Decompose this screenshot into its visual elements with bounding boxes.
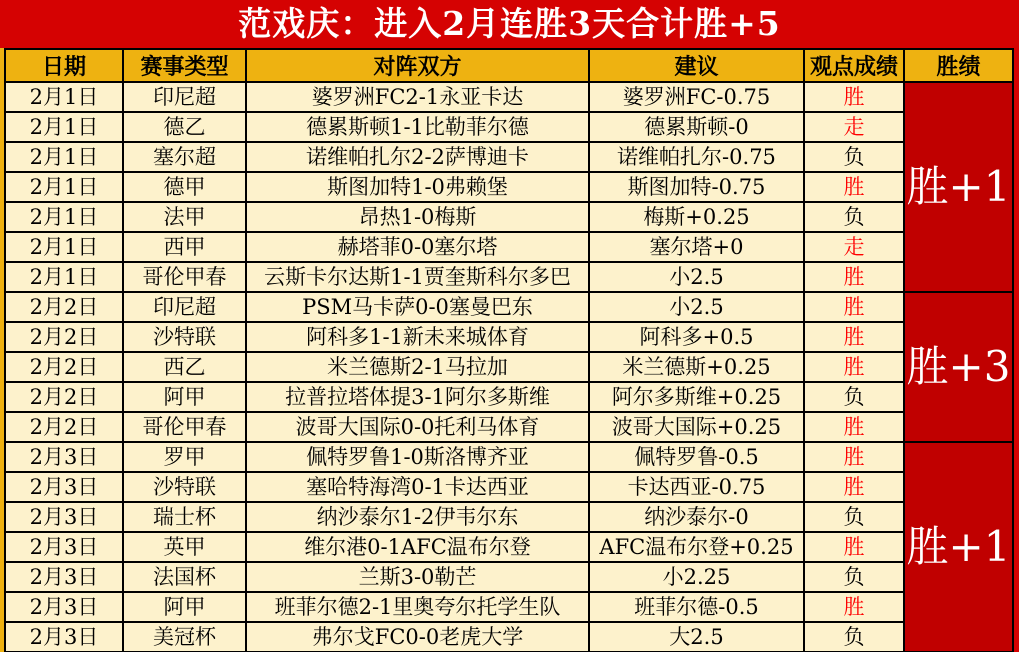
league-cell: 瑞士杯 xyxy=(123,502,246,532)
date-cell: 2月1日 xyxy=(5,82,123,112)
streak-cell: 胜+3 xyxy=(904,292,1013,442)
col-header-streak: 胜绩 xyxy=(904,49,1013,82)
table-row xyxy=(5,262,1013,292)
match-cell: 波哥大国际0-0托利马体育 xyxy=(246,412,589,442)
league-cell: 塞尔超 xyxy=(123,142,246,172)
result-cell: 胜 xyxy=(804,322,904,352)
match-cell: 塞哈特海湾0-1卡达西亚 xyxy=(246,472,589,502)
date-cell: 2月2日 xyxy=(5,382,123,412)
table-row xyxy=(5,322,1013,352)
match-cell: 米兰德斯2-1马拉加 xyxy=(246,352,589,382)
match-cell: 维尔港0-1AFC温布尔登 xyxy=(246,532,589,562)
tip-cell: 班菲尔德-0.5 xyxy=(589,592,804,622)
table-row xyxy=(5,472,1013,502)
date-cell: 2月3日 xyxy=(5,502,123,532)
match-cell: 班菲尔德2-1里奥夸尔托学生队 xyxy=(246,592,589,622)
result-cell: 负 xyxy=(804,382,904,412)
result-cell: 胜 xyxy=(804,172,904,202)
league-cell: 哥伦甲春 xyxy=(123,412,246,442)
col-header-date: 日期 xyxy=(5,49,123,82)
match-cell: 兰斯3-0勒芒 xyxy=(246,562,589,592)
date-cell: 2月1日 xyxy=(5,142,123,172)
result-cell: 走 xyxy=(804,112,904,142)
table-row xyxy=(5,532,1013,562)
streak-cell: 胜+1 xyxy=(904,82,1013,292)
date-cell: 2月1日 xyxy=(5,112,123,142)
tip-cell: 斯图加特-0.75 xyxy=(589,172,804,202)
match-cell: 佩特罗鲁1-0斯洛博齐亚 xyxy=(246,442,589,472)
date-cell: 2月1日 xyxy=(5,232,123,262)
result-cell: 负 xyxy=(804,142,904,172)
date-cell: 2月2日 xyxy=(5,352,123,382)
league-cell: 沙特联 xyxy=(123,472,246,502)
table-row xyxy=(5,82,1013,112)
table-row xyxy=(5,382,1013,412)
result-cell: 胜 xyxy=(804,592,904,622)
tip-cell: AFC温布尔登+0.25 xyxy=(589,532,804,562)
tip-cell: 阿尔多斯维+0.25 xyxy=(589,382,804,412)
result-cell: 负 xyxy=(804,622,904,652)
match-cell: 斯图加特1-0弗赖堡 xyxy=(246,172,589,202)
date-cell: 2月2日 xyxy=(5,322,123,352)
league-cell: 印尼超 xyxy=(123,292,246,322)
table-row xyxy=(5,112,1013,142)
league-cell: 德乙 xyxy=(123,112,246,142)
table-row xyxy=(5,172,1013,202)
league-cell: 德甲 xyxy=(123,172,246,202)
league-cell: 西甲 xyxy=(123,232,246,262)
league-cell: 英甲 xyxy=(123,532,246,562)
league-cell: 西乙 xyxy=(123,352,246,382)
table-row xyxy=(5,442,1013,472)
league-cell: 法国杯 xyxy=(123,562,246,592)
tip-cell: 小2.5 xyxy=(589,262,804,292)
table-row xyxy=(5,502,1013,532)
col-header-tip: 建议 xyxy=(589,49,804,82)
match-cell: 诺维帕扎尔2-2萨博迪卡 xyxy=(246,142,589,172)
result-cell: 走 xyxy=(804,232,904,262)
date-cell: 2月3日 xyxy=(5,472,123,502)
date-cell: 2月3日 xyxy=(5,532,123,562)
league-cell: 法甲 xyxy=(123,202,246,232)
table-row xyxy=(5,622,1013,652)
result-cell: 胜 xyxy=(804,262,904,292)
date-cell: 2月3日 xyxy=(5,442,123,472)
table-row xyxy=(5,202,1013,232)
col-header-result: 观点成绩 xyxy=(804,49,904,82)
tip-cell: 梅斯+0.25 xyxy=(589,202,804,232)
right-red-stripe xyxy=(1014,48,1019,652)
date-cell: 2月1日 xyxy=(5,172,123,202)
tip-cell: 小2.25 xyxy=(589,562,804,592)
result-cell: 胜 xyxy=(804,532,904,562)
tip-cell: 米兰德斯+0.25 xyxy=(589,352,804,382)
date-cell: 2月3日 xyxy=(5,622,123,652)
league-cell: 印尼超 xyxy=(123,82,246,112)
match-cell: 阿科多1-1新未来城体育 xyxy=(246,322,589,352)
result-cell: 负 xyxy=(804,562,904,592)
result-cell: 胜 xyxy=(804,352,904,382)
table-row xyxy=(5,142,1013,172)
tip-cell: 波哥大国际+0.25 xyxy=(589,412,804,442)
match-cell: 云斯卡尔达斯1-1贾奎斯科尔多巴 xyxy=(246,262,589,292)
tip-cell: 德累斯顿-0 xyxy=(589,112,804,142)
table-row xyxy=(5,562,1013,592)
banner-title: 范戏庆：进入2月连胜3天合计胜+5 xyxy=(0,0,1019,48)
result-cell: 胜 xyxy=(804,292,904,322)
match-cell: 昂热1-0梅斯 xyxy=(246,202,589,232)
tip-cell: 诺维帕扎尔-0.75 xyxy=(589,142,804,172)
league-cell: 阿甲 xyxy=(123,592,246,622)
match-cell: 弗尔戈FC0-0老虎大学 xyxy=(246,622,589,652)
match-cell: 婆罗洲FC2-1永亚卡达 xyxy=(246,82,589,112)
table-row xyxy=(5,352,1013,382)
league-cell: 阿甲 xyxy=(123,382,246,412)
table-row xyxy=(5,412,1013,442)
date-cell: 2月2日 xyxy=(5,412,123,442)
result-cell: 胜 xyxy=(804,442,904,472)
league-cell: 沙特联 xyxy=(123,322,246,352)
tip-cell: 纳沙泰尔-0 xyxy=(589,502,804,532)
result-cell: 胜 xyxy=(804,82,904,112)
result-cell: 负 xyxy=(804,202,904,232)
table-area xyxy=(0,48,1019,652)
date-cell: 2月1日 xyxy=(5,262,123,292)
match-cell: 拉普拉塔体提3-1阿尔多斯维 xyxy=(246,382,589,412)
tip-cell: 婆罗洲FC-0.75 xyxy=(589,82,804,112)
date-cell: 2月1日 xyxy=(5,202,123,232)
result-cell: 胜 xyxy=(804,472,904,502)
tip-cell: 阿科多+0.5 xyxy=(589,322,804,352)
result-cell: 胜 xyxy=(804,412,904,442)
results-table xyxy=(4,48,1014,652)
tip-cell: 小2.5 xyxy=(589,292,804,322)
match-cell: 赫塔菲0-0塞尔塔 xyxy=(246,232,589,262)
match-cell: PSM马卡萨0-0塞曼巴东 xyxy=(246,292,589,322)
tip-cell: 卡达西亚-0.75 xyxy=(589,472,804,502)
table-row xyxy=(5,292,1013,322)
result-cell: 负 xyxy=(804,502,904,532)
date-cell: 2月3日 xyxy=(5,562,123,592)
table-row xyxy=(5,232,1013,262)
table-row xyxy=(5,592,1013,622)
match-cell: 纳沙泰尔1-2伊韦尔东 xyxy=(246,502,589,532)
league-cell: 哥伦甲春 xyxy=(123,262,246,292)
streak-cell: 胜+1 xyxy=(904,442,1013,652)
header-row xyxy=(5,49,1013,82)
results-table-body xyxy=(5,82,1013,652)
date-cell: 2月2日 xyxy=(5,292,123,322)
date-cell: 2月3日 xyxy=(5,592,123,622)
tip-cell: 塞尔塔+0 xyxy=(589,232,804,262)
league-cell: 美冠杯 xyxy=(123,622,246,652)
col-header-match: 对阵双方 xyxy=(246,49,589,82)
col-header-league: 赛事类型 xyxy=(123,49,246,82)
match-cell: 德累斯顿1-1比勒菲尔德 xyxy=(246,112,589,142)
tip-cell: 大2.5 xyxy=(589,622,804,652)
tip-cell: 佩特罗鲁-0.5 xyxy=(589,442,804,472)
league-cell: 罗甲 xyxy=(123,442,246,472)
